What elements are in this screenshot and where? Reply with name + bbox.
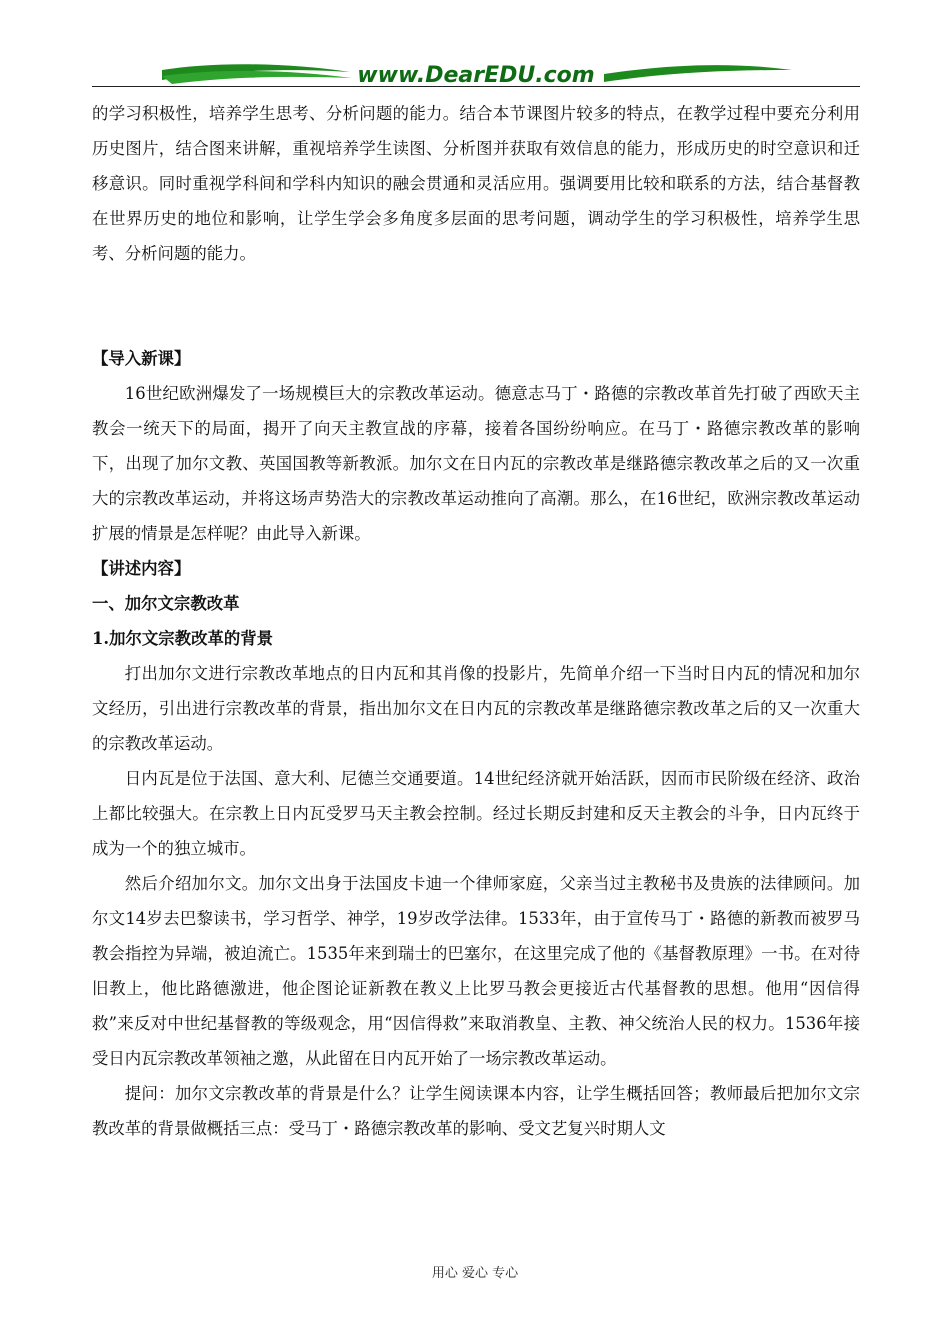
header-rule [92,86,860,87]
paragraph: 的学习积极性，培养学生思考、分析问题的能力。结合本节课图片较多的特点，在教学过程中要充分利用历史图片，结合图来讲解，重视培养学生读图、分析图并获取有效信息的能力，形成历史的时空意识和迁移意识。同时重视学科间和学科内知识的融会贯通和灵活应用。强调要用比较和联系的方法，结合基督教在世界历史的地位和影响，让学生学会多角度多层面的思考问题，调动学生的学习积极性，培养学生思考、分析问题的能力。 [92,104,860,263]
subsection-heading: 1.加尔文宗教改革的背景 [92,629,274,648]
page-footer: 用心 爱心 专心 [431,1266,519,1281]
document-body [92,96,860,1146]
blank-line [92,306,860,341]
logo-text: www.DearEDU.com [357,63,595,88]
paragraph: 16世纪欧洲爆发了一场规模巨大的宗教改革运动。德意志马丁・路德的宗教改革首先打破了西欧天主教会一统天下的局面，揭开了向天主教宣战的序幕，接着各国纷纷响应。在马丁・路德宗教改革的影响下，出现了加尔文教、英国国教等新教派。加尔文在日内瓦的宗教改革是继路德宗教改革之后的又一次重大的宗教改革运动，并将这场声势浩大的宗教改革运动推向了高潮。那么，在16世纪，欧洲宗教改革运动扩展的情景是怎样呢？由此导入新课。 [92,384,860,543]
site-logo [92,56,860,88]
paragraph: 打出加尔文进行宗教改革地点的日内瓦和其肖像的投影片，先简单介绍一下当时日内瓦的情况和加尔文经历，引出进行宗教改革的背景，指出加尔文在日内瓦的宗教改革是继路德宗教改革之后的又一次重大的宗教改革运动。 [92,664,860,753]
section-heading: 【讲述内容】 [92,559,191,578]
paragraph: 提问：加尔文宗教改革的背景是什么？让学生阅读课本内容，让学生概括回答；教师最后把加尔文宗教改革的背景做概括三点：受马丁・路德宗教改革的影响、受文艺复兴时期人文 [92,1084,860,1138]
section-heading: 【导入新课】 [92,349,191,368]
logo-right-swoosh [604,65,792,82]
section-heading: 一、加尔文宗教改革 [92,594,240,613]
paragraph: 日内瓦是位于法国、意大利、尼德兰交通要道。14世纪经济就开始活跃，因而市民阶级在经济、政治上都比较强大。在宗教上日内瓦受罗马天主教会控制。经过长期反封建和反天主教会的斗争，日内瓦终于成为一个的独立城市。 [92,769,860,858]
paragraph: 然后介绍加尔文。加尔文出身于法国皮卡迪一个律师家庭，父亲当过主教秘书及贵族的法律顾问。加尔文14岁去巴黎读书，学习哲学、神学，19岁改学法律。1533年，由于宣传马丁・路德的新教而被罗马教会指控为异端，被迫流亡。1535年来到瑞士的巴塞尔，在这里完成了他的《基督教原理》一书。在对待旧教上，他比路德激进，他企图论证新教在教义上比罗马教会更接近古代基督教的思想。他用“因信得救”来反对中世纪基督教的等级观念，用“因信得救”来取消教皇、主教、神父统治人民的权力。1536年接受日内瓦宗教改革领袖之邀，从此留在日内瓦开始了一场宗教改革运动。 [92,874,860,1068]
page-header [92,56,860,92]
blank-line [92,271,860,306]
